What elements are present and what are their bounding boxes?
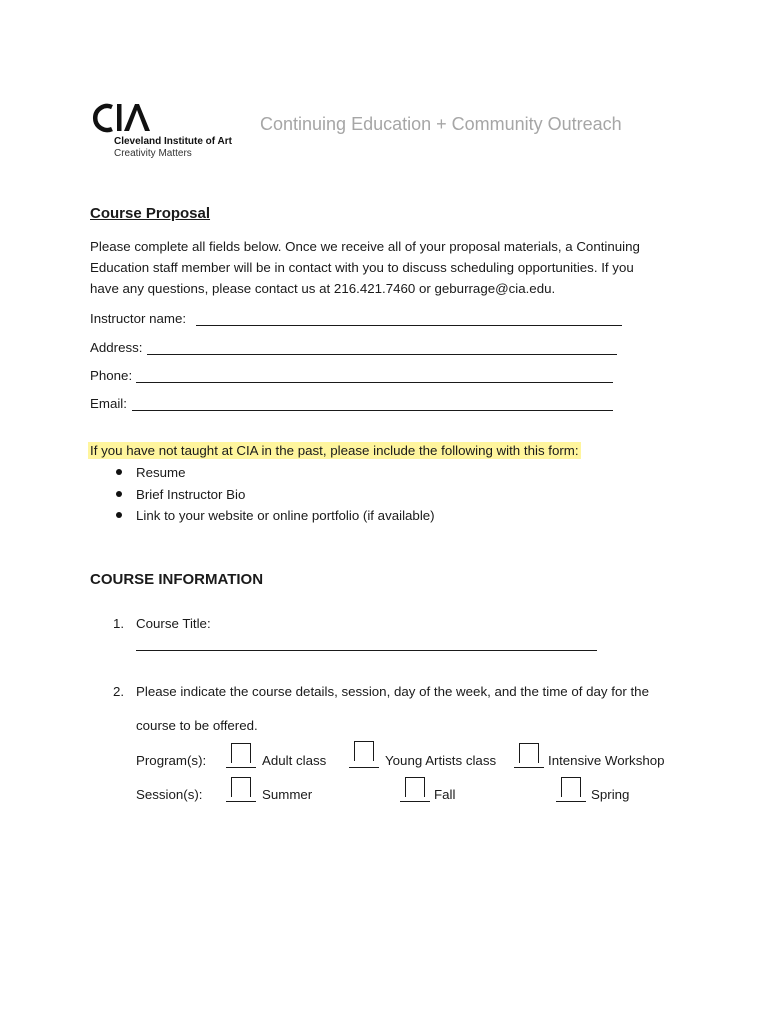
course-details-question: Please indicate the course details, session, day of the week, and the time of day for the (136, 684, 649, 699)
intro-line: have any questions, please contact us at 216.421.7460 or geburrage@cia.edu. (90, 281, 556, 296)
intro-line: Please complete all fields below. Once we receive all of your proposal materials, a Continuing (90, 239, 640, 254)
address-label: Address: (90, 340, 143, 355)
course-title-field[interactable] (136, 650, 597, 651)
bullet-icon (116, 469, 122, 475)
list-item: Brief Instructor Bio (116, 487, 245, 502)
intensive-workshop-label: Intensive Workshop (548, 753, 665, 768)
adult-class-label: Adult class (262, 753, 327, 768)
list-item: Resume (116, 465, 186, 480)
spring-label: Spring (591, 787, 630, 802)
intro-paragraph (90, 236, 640, 299)
phone-field[interactable] (136, 382, 613, 383)
question-number: 2. (113, 684, 125, 699)
programs-label: Program(s): (136, 753, 207, 768)
course-title-label: Course Title: (136, 616, 211, 631)
course-proposal-heading: Course Proposal (90, 205, 211, 222)
summer-checkbox[interactable] (231, 777, 251, 797)
summer-label: Summer (262, 787, 313, 802)
fall-checkbox[interactable] (405, 777, 425, 797)
course-information-heading: COURSE INFORMATION (90, 571, 264, 588)
list-item: Link to your website or online portfolio (if available) (116, 508, 435, 523)
question-number: 1. (113, 616, 125, 631)
email-field[interactable] (132, 410, 613, 411)
adult-class-checkbox[interactable] (231, 743, 251, 763)
logo-institution-name: Cleveland Institute of Art (114, 136, 232, 147)
sessions-label: Session(s): (136, 787, 203, 802)
course-details-question-cont: course to be offered. (136, 718, 258, 733)
email-label: Email: (90, 396, 127, 411)
spring-checkbox[interactable] (561, 777, 581, 797)
checkbox-underline (400, 801, 430, 802)
checkbox-underline (514, 767, 544, 768)
instructor-name-field[interactable] (196, 325, 622, 326)
logo-tagline: Creativity Matters (114, 148, 192, 159)
cia-logo-mark (90, 102, 156, 134)
cia-logo (90, 102, 250, 162)
bullet-icon (116, 512, 122, 518)
requirements-notice (88, 443, 581, 458)
bullet-icon (116, 491, 122, 497)
checkbox-underline (226, 801, 256, 802)
checkbox-underline (226, 767, 256, 768)
phone-label: Phone: (90, 368, 133, 383)
fall-label: Fall (434, 787, 456, 802)
young-artists-class-checkbox[interactable] (354, 741, 374, 761)
requirements-notice-text: If you have not taught at CIA in the past, please include the following with this form: (90, 443, 579, 458)
intensive-workshop-checkbox[interactable] (519, 743, 539, 763)
checkbox-underline (556, 801, 586, 802)
page-header-title: Continuing Education + Community Outreach (260, 114, 622, 134)
address-field[interactable] (147, 354, 617, 355)
intro-line: Education staff member will be in contact with you to discuss scheduling opportunities. If you (90, 260, 634, 275)
instructor-name-label: Instructor name: (90, 311, 187, 326)
checkbox-underline (349, 767, 379, 768)
young-artists-class-label: Young Artists class (385, 753, 497, 768)
